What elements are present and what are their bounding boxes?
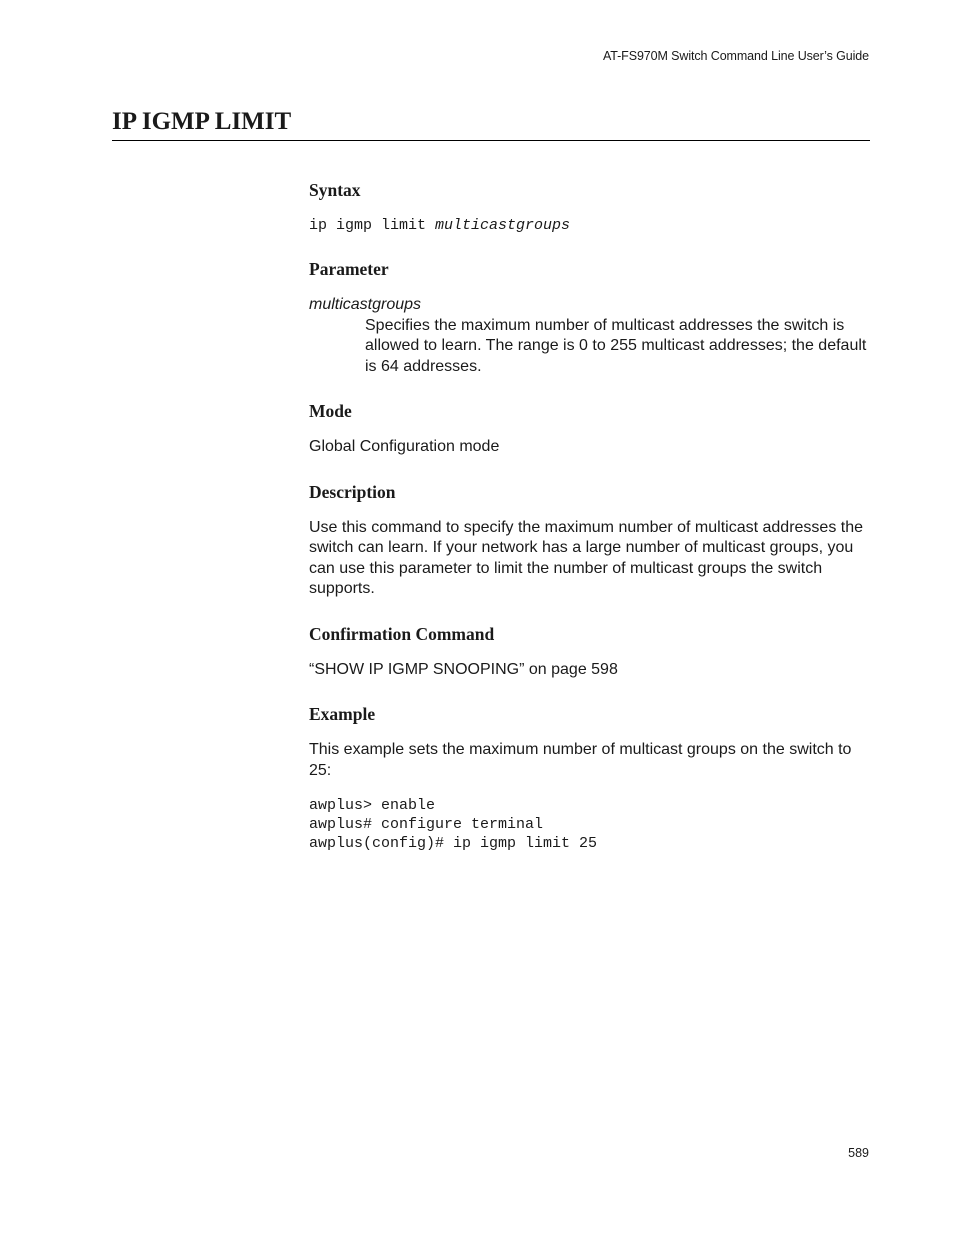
content [309,178,874,853]
parameter-heading: Parameter [309,259,389,279]
confirmation-link[interactable]: “SHOW IP IGMP SNOOPING” on page 598 [309,660,618,678]
confirmation-heading: Confirmation Command [309,623,495,644]
example-code-block [309,796,874,853]
description-heading: Description [309,481,396,502]
code-line: awplus# configure terminal [309,816,544,833]
example-heading: Example [309,704,376,724]
parameter-description: Specifies the maximum number of multicast addresses the switch is allowed to learn. The range is 0 to 255 multicast addresses; the default is 64 addresses. [365,316,867,375]
mode-heading: Mode [309,401,352,421]
syntax-command [309,216,874,235]
mode-text: Global Configuration mode [309,438,500,455]
title-rule [112,140,870,141]
syntax-command-text: ip igmp limit [309,217,436,234]
running-header: AT-FS970M Switch Command Line User’s Guide [602,49,869,63]
description-text: Use this command to specify the maximum number of multicast addresses the switch can learn. If your network has a large number of multicast groups, you can use this parameter to limit the number of multicast groups the switch supports. [309,518,863,597]
page-title: IP IGMP LIMIT [112,108,292,135]
syntax-heading: Syntax [309,180,361,200]
syntax-variable: multicastgroups [435,217,571,234]
code-line: awplus(config)# ip igmp limit 25 [309,835,598,852]
example-text: This example sets the maximum number of multicast groups on the switch to 25: [309,741,852,779]
parameter-name: multicastgroups [309,296,422,313]
page-number: 589 [848,1146,869,1160]
code-line: awplus> enable [309,797,436,814]
